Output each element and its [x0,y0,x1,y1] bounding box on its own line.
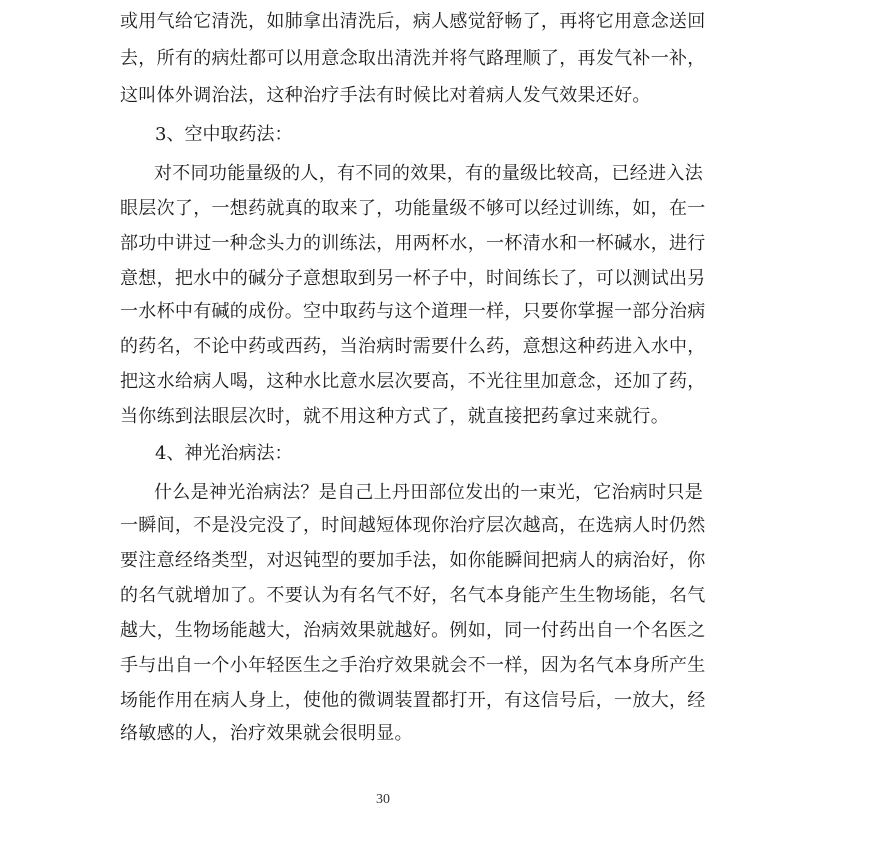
paragraph-line: 一瞬间，不是没完没了，时间越短体现你治疗层次越高，在选病人时仍然 [120,515,706,536]
paragraph-line: 的药名，不论中药或西药，当治病时需要什么药，意想这种药进入水中， [120,336,706,357]
section-heading: 3、空中取药法： [155,124,293,145]
paragraph-line: 要注意经络类型，对迟钝型的要加手法，如你能瞬间把病人的病治好，你 [120,550,706,571]
paragraph-line: 当你练到法眼层次时，就不用这种方式了，就直接把药拿过来就行。 [120,406,669,427]
paragraph-line: 或用气给它清洗，如肺拿出清洗后，病人感觉舒畅了，再将它用意念送回 [120,11,706,32]
page-number: 30 [376,792,390,807]
section-heading: 4、神光治病法： [155,443,293,464]
paragraph-line: 这叫体外调治法，这种治疗手法有时候比对着病人发气效果还好。 [120,85,651,106]
paragraph-line: 越大，生物场能越大，治病效果就越好。例如，同一付药出自一个名医之 [120,620,706,641]
paragraph-line: 手与出自一个小年轻医生之手治疗效果就会不一样，因为名气本身所产生 [120,655,706,676]
paragraph-line: 络敏感的人，治疗效果就会很明显。 [120,723,413,744]
paragraph-line: 把这水给病人喝，这种水比意水层次要高，不光往里加意念，还加了药， [120,371,706,392]
paragraph-line: 场能作用在病人身上，使他的微调装置都打开，有这信号后，一放大，经 [120,690,706,711]
paragraph-line: 部功中讲过一种念头力的训练法，用两杯水，一杯清水和一杯碱水，进行 [120,233,706,254]
paragraph-line: 一水杯中有碱的成份。空中取药与这个道理一样，只要你掌握一部分治病 [120,301,706,322]
paragraph-line: 意想，把水中的碱分子意想取到另一杯子中，时间练长了，可以测试出另 [120,268,706,289]
paragraph-line: 什么是神光治病法？是自己上丹田部位发出的一束光，它治病时只是 [154,482,703,503]
paragraph-line: 的名气就增加了。不要认为有名气不好，名气本身能产生生物场能，名气 [120,585,706,606]
paragraph-line: 对不同功能量级的人，有不同的效果，有的量级比较高，已经进入法 [154,163,703,184]
paragraph-line: 眼层次了，一想药就真的取来了，功能量级不够可以经过训练，如，在一 [120,198,706,219]
paragraph-line: 去，所有的病灶都可以用意念取出清洗并将气路理顺了，再发气补一补， [120,48,706,69]
